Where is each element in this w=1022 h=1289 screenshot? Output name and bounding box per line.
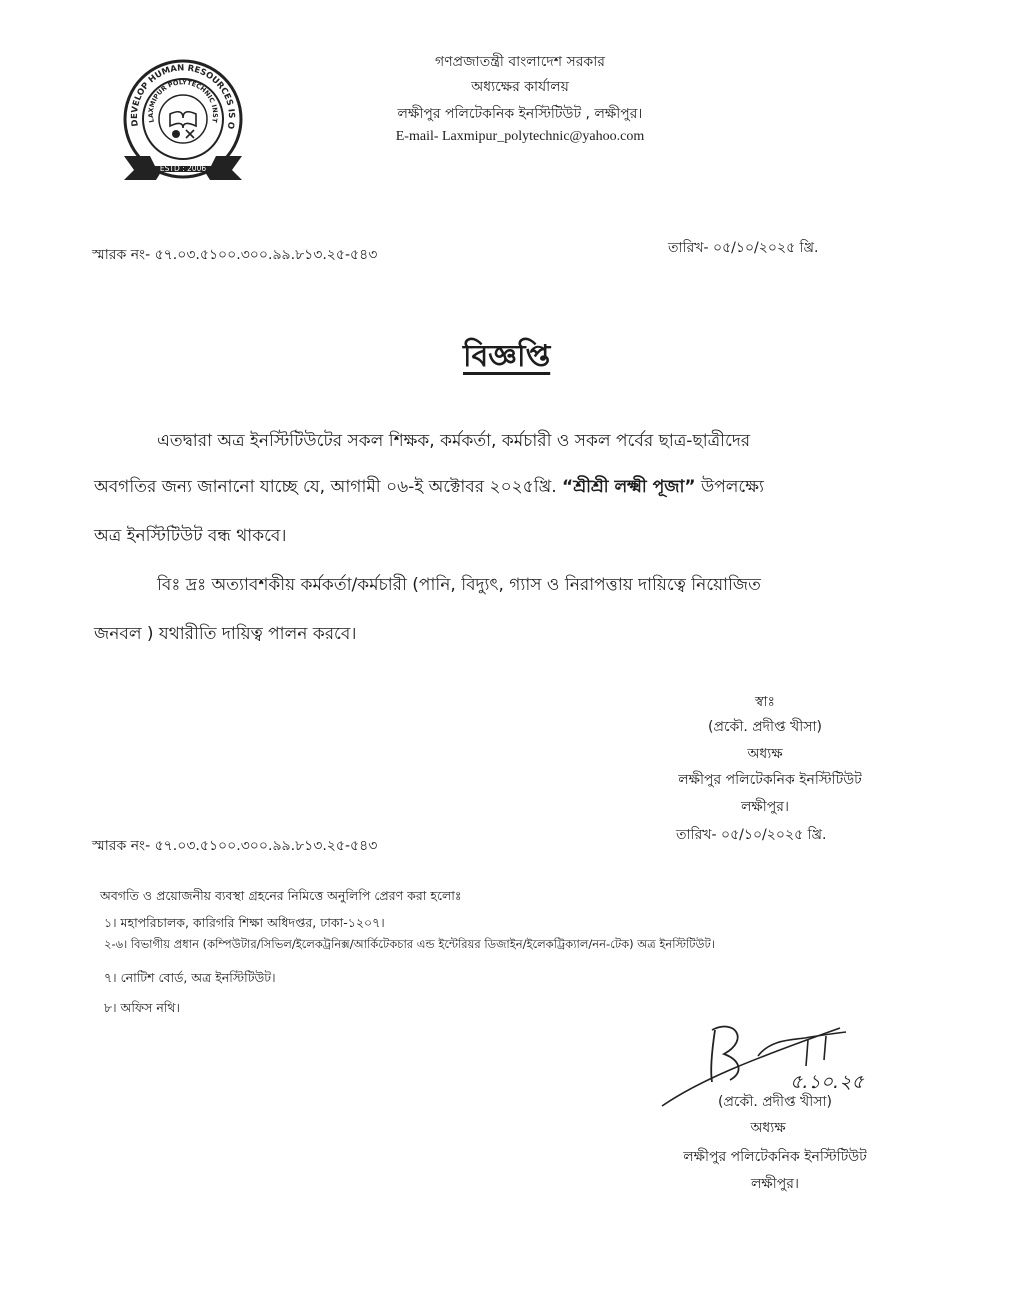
final-signatory-designation: অধ্যক্ষ [750, 1120, 786, 1136]
notice-line-1: এতদ্বারা অত্র ইনস্টিটিউটের সকল শিক্ষক, কর্মকর্তা, কর্মচারী ও সকল পর্বের ছাত্র-ছাত্রীদের [157, 431, 751, 451]
copy-item: ১। মহাপরিচালক, কারিগরি শিক্ষা অধিদপ্তর, ঢাকা-১২০৭। [104, 915, 385, 930]
copy-memo-reference: স্মারক নং- ৫৭.০৩.৫১০০.৩০০.৯৯.৮১৩.২৫-৫৪৩ [92, 838, 378, 854]
copy-item: ৭। নোটিশ বোর্ড, অত্র ইনস্টিটিউট। [104, 970, 276, 985]
notice-line-2-end: উপলক্ষ্যে [695, 477, 764, 497]
signatory-designation: অধ্যক্ষ [747, 746, 783, 762]
memo-date: তারিখ- ০৫/১০/২০২৫ খ্রি. [668, 240, 819, 256]
copy-item: ২-৬। বিভাগীয় প্রধান (কম্পিউটার/সিভিল/ইলেকট্রনিক্স/আর্কিটেকচার এন্ড ইন্টেরিয়র ডিজাইন/ইলেকট্রিক্যাল/নন-টেক) অত্র ইনস্টিটিউট। [104, 937, 715, 951]
institute-logo [120, 56, 246, 182]
logo-ring-text: DEVELOP HUMAN RESOURCES IS O [129, 63, 237, 130]
copy-item: ৮। অফিস নথি। [104, 1000, 180, 1015]
logo-estd-text: ESTD : 2006 [159, 164, 207, 173]
signatory-institute: লক্ষীপুর পলিটেকনিক ইনস্টিটিউট [678, 772, 862, 788]
copy-memo-date: তারিখ- ০৫/১০/২০২৫ খ্রি. [676, 827, 827, 843]
signatory-name: (প্রকৌ. প্রদীপ্ত খীসা) [708, 719, 822, 735]
notice-title: বিজ্ঞপ্তি [463, 339, 551, 374]
signature-date: ৫.১০.২৫ [790, 1071, 864, 1093]
logo-inner-text: LAXMIPUR POLYTECHNIC INST [146, 78, 220, 124]
memo-reference: স্মারক নং- ৫৭.০৩.৫১০০.৩০০.৯৯.৮১৩.২৫-৫৪৩ [92, 247, 378, 263]
header-government: গণপ্রজাতন্ত্রী বাংলাদেশ সরকার [435, 54, 605, 70]
notice-line-2 [94, 474, 764, 502]
copy-intro: অবগতি ও প্রয়োজনীয় ব্যবস্থা গ্রহনের নিমিত্তে অনুলিপি প্রেরণ করা হলোঃ [100, 888, 462, 903]
header-institute: লক্ষীপুর পলিটেকনিক ইনস্টিটিউট , লক্ষীপুর। [397, 106, 643, 122]
puja-name: “শ্রীশ্রী লক্ষ্মী পূজা” [562, 477, 696, 497]
final-signatory-city: লক্ষীপুর। [751, 1176, 799, 1192]
notice-line-5: জনবল ) যথারীতি দায়িত্ব পালন করবে। [94, 624, 357, 644]
notice-line-3: অত্র ইনস্টিটিউট বন্ধ থাকবে। [94, 526, 287, 546]
final-signatory-institute: লক্ষীপুর পলিটেকনিক ইনস্টিটিউট [683, 1149, 867, 1165]
notice-line-4: বিঃ দ্রঃ অত্যাবশকীয় কর্মকর্তা/কর্মচারী (পানি, বিদ্যুৎ, গ্যাস ও নিরাপত্তায় দায়িত্বে নিয়োজিত [157, 575, 761, 595]
header-email: E-mail- Laxmipur_polytechnic@yahoo.com [395, 129, 645, 144]
notice-line-2-text: অবগতির জন্য জানানো যাচ্ছে যে, আগামী ০৬-ই অক্টোবর ২০২৫খ্রি. [94, 477, 563, 497]
svg-text:DEVELOP HUMAN RESOURCES IS OUR [120, 56, 236, 130]
signatory-city: লক্ষীপুর। [741, 799, 789, 815]
header-office: অধ্যক্ষের কার্যালয় [471, 79, 569, 95]
sign-label: স্বাঃ [754, 694, 776, 710]
final-signatory-name: (প্রকৌ. প্রদীপ্ত খীসা) [718, 1094, 832, 1110]
